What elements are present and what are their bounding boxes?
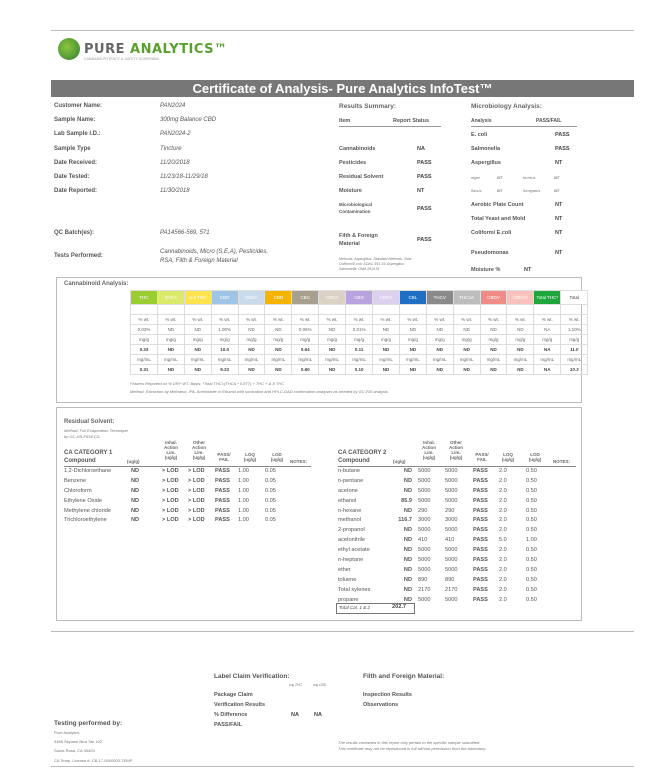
- bottom-rule: [51, 766, 634, 767]
- cat2-lod: 0.50 0.50 0.50 0.50 0.50 0.50 0.50 1.00 0.50 0.50 0.50 0.50 0.50 0.50: [526, 468, 537, 603]
- col-8thc: Δ-8 THC: [184, 291, 211, 305]
- col-thca: THCA: [157, 291, 184, 305]
- lab-name: Pure Analytics: [54, 730, 80, 735]
- col-cbda: CBDA: [238, 291, 265, 305]
- footer-rule: [51, 631, 634, 632]
- lab-address-1: 3468 Skylane Blvd Ste 102: [54, 739, 103, 744]
- disclaimer-2: This certificate may not be reproduced in full without permission from the laboratory.: [338, 746, 487, 751]
- col-total: Total: [561, 291, 588, 305]
- logo: [58, 38, 228, 60]
- col-cbd: CBD: [211, 291, 238, 305]
- sample-type-value: Tincture: [160, 146, 182, 152]
- cannabinoid-pct-row: 0.03% ND ND 1.00% ND ND 0.06% ND 0.01% ND ND ND ND ND ND NA 1.10%: [131, 325, 588, 335]
- package-claim-label: Package Claim: [214, 692, 253, 698]
- col-cbca: CBCA: [319, 291, 346, 305]
- total-cat-value: 202.7: [392, 604, 406, 610]
- micro-passfail-header: PASS/FAIL: [536, 118, 562, 124]
- solvent-method-2: by GC-HS-FID/ECD.: [64, 434, 101, 439]
- result-filth: Filth & Foreign: [339, 233, 378, 239]
- col-cbn: CBN: [265, 291, 292, 305]
- micro-terreus-nt: NT: [554, 175, 560, 180]
- cat2-names: n-butane n-pentane acetone ethanol n-hexane methanol 2-propanol acetonitrile ethyl acetate n-heptane ether toluene Total xylenes propane: [338, 468, 371, 603]
- top-rule: [51, 30, 634, 31]
- micro-salmonella-status: PASS: [555, 146, 570, 152]
- residual-solvent-heading: Residual Solvent:: [64, 419, 115, 425]
- microbiology-heading: Microbiology Analysis:: [471, 103, 542, 110]
- micro-coliform-status: NT: [555, 230, 563, 236]
- cannabinoid-header-row: [131, 291, 588, 305]
- leaf-icon: [58, 38, 80, 60]
- cat1-lod: 0.05 0.05 0.05 0.05 0.05 0.05: [265, 468, 276, 524]
- label-claim-mg-cbd: mg CBD: [313, 683, 327, 687]
- tests-performed-line2: RSA, Filth & Foreign Material: [160, 258, 238, 264]
- micro-fumigatus-nt: NT: [554, 188, 560, 193]
- date-received-value: 11/20/2018: [160, 160, 190, 166]
- date-tested-value: 11/23/18-11/29/18: [160, 174, 208, 180]
- micro-aspergillus-status: NT: [555, 160, 563, 166]
- result-moisture: Moisture: [339, 188, 362, 194]
- results-item-header: Item: [339, 118, 351, 124]
- sample-name-value: 300mg Balance CBD: [160, 117, 217, 123]
- micro-niger-nt: NT: [497, 175, 503, 180]
- cat2-title: CA CATEGORY 2: [338, 450, 387, 456]
- date-reported-label: Date Reported:: [54, 188, 98, 194]
- micro-ecoli: E. coli: [471, 132, 488, 138]
- micro-salmonella: Salmonella: [471, 146, 501, 152]
- col-thc: THC: [131, 291, 158, 305]
- cat1-names: 1,2-Dichloroethane Benzene Chloroform Ethylene Oxide Methylene chloride Trichloroethylene: [64, 468, 112, 524]
- logo-name: PURE: [84, 41, 131, 57]
- result-residual-solvent-status: PASS: [417, 174, 432, 180]
- date-reported-value: 11/30/2018: [160, 188, 190, 194]
- tests-performed-line1: Cannabinoids, Micro (S,E,A), Pesticides,: [160, 249, 269, 255]
- cannabinoid-heading: Cannabinoid Analysis:: [64, 281, 129, 287]
- disclaimer-1: The results contained in this report only pertain to the specific sample submitted.: [338, 740, 481, 745]
- qc-batch-label: QC Batch(es):: [54, 230, 95, 236]
- cat2-ug-header: (ug/g): [393, 459, 406, 464]
- inspection-results-label: Inspection Results: [363, 692, 412, 698]
- moisture-value: NT: [524, 267, 532, 273]
- testing-performed-heading: Testing performed by:: [54, 720, 123, 727]
- lab-address-2: Santa Rosa, CA 95403: [54, 748, 95, 753]
- cat2-other: 5000 5000 5000 5000 290 3000 5000 410 5000 5000 5000 890 2170 5000: [445, 468, 458, 603]
- col-cbdva: CBDVA: [507, 291, 534, 305]
- cat2-lod-header: LOD (ug/g): [528, 452, 542, 462]
- micro-flavus: flavus: [471, 188, 482, 193]
- logo-name-accent: ANALYTICS™: [130, 41, 228, 57]
- customer-name-label: Customer Name:: [54, 103, 103, 109]
- cat1-passfail-header: PASS/ FAIL: [217, 452, 231, 462]
- micro-ecoli-status: PASS: [555, 132, 570, 138]
- results-header-rule: [339, 126, 441, 127]
- label-claim-heading: Label Claim Verification:: [214, 673, 290, 680]
- cat1-other: > LOD > LOD > LOD > LOD > LOD > LOD: [188, 468, 205, 524]
- cat2-inhal: 5000 5000 5000 5000 290 3000 5000 410 5000 5000 5000 890 2170 5000: [418, 468, 431, 603]
- micro-coliform: Coliform/ E.coli: [471, 230, 512, 236]
- cat1-notes-header: NOTES:: [290, 459, 308, 464]
- micro-pseudomonas: Pseudomonas: [471, 250, 509, 256]
- cat2-notes-header: NOTES:: [553, 459, 571, 464]
- qc-batch-value: PA14566-569, 571: [160, 230, 210, 236]
- page-title: Certificate of Analysis- Pure Analytics InfoTest™: [51, 80, 634, 97]
- result-microbiological-2: Contamination: [339, 209, 371, 214]
- cat1-results: ND ND ND ND ND ND: [131, 468, 140, 524]
- micro-yeast-mold-status: NT: [555, 216, 563, 222]
- cat2-results: ND ND ND 85.9 ND 116.7 ND ND ND ND ND ND ND ND: [398, 468, 412, 603]
- results-methods-2: Coliform/E.coli: AOAC 991.14; Aspergillus: [339, 262, 404, 266]
- micro-pseudomonas-status: NT: [555, 250, 563, 256]
- cannabinoid-unit-row-1: % wt. % wt. % wt. % wt. % wt. % wt. % wt. % wt. % wt. % wt. % wt. % wt. % wt. % wt. % wt. % wt. % wt.: [131, 315, 588, 325]
- micro-flavus-nt: NT: [497, 188, 503, 193]
- cat2-inhal-header: Inhal. Action Lim. (ug/g): [422, 440, 436, 460]
- logo-tagline: CANNABIS POTENCY & SAFETY SCREENING: [84, 57, 160, 61]
- micro-aerobic-status: NT: [555, 202, 563, 208]
- results-methods-1: Methods: Aspergillus, Standard Methods; Total: [339, 257, 412, 261]
- col-cbga: CBGA: [373, 291, 400, 305]
- cat2-other-header: Other Action Lim. (ug/g): [449, 440, 463, 460]
- col-cbl: CBL: [399, 291, 426, 305]
- micro-header-rule: [471, 126, 577, 127]
- results-methods-3: Salmonella: OMA 2014.01: [339, 267, 380, 271]
- micro-analysis-header: Analysis: [471, 118, 492, 124]
- cat1-other-header: Other Action Lim. (ug/g): [192, 440, 206, 460]
- result-microbiological-status: PASS: [417, 206, 432, 212]
- sample-type-label: Sample Type: [54, 146, 91, 152]
- result-residual-solvent: Residual Solvent: [339, 174, 384, 180]
- col-cbdv: CBDV: [480, 291, 507, 305]
- col-cbg: CBG: [346, 291, 373, 305]
- col-thcva: THCVA: [453, 291, 480, 305]
- moisture-label: Moisture %: [471, 267, 501, 273]
- cat1-passfail: PASS PASS PASS PASS PASS PASS: [215, 468, 230, 524]
- cat1-loq: 1.00 1.00 1.00 1.00 1.00 1.00: [238, 468, 249, 524]
- cat1-compound-header: Compound: [64, 458, 96, 464]
- cannabinoid-footnote-1: Flowers Reported on % DRY WT. Basis; *Total THC=(THCA * 0.877) + THC + Δ-8 THC: [130, 381, 285, 386]
- col-total-thc: Total THC*: [534, 291, 561, 305]
- cat2-loq: 2.0 2.0 2.0 2.0 2.0 2.0 2.0 5.0 2.0 2.0 2.0 2.0 2.0 2.0: [499, 468, 507, 603]
- cannabinoid-footnote-2: Method: Extraction by Methanol, IPA, Acetonitrile or Ethanol with sonication and HPLC-DAD confirmation analyses as needed by GC-FID analysis: [130, 389, 388, 394]
- cat2-compound-header: Compound: [338, 458, 370, 464]
- results-summary-heading: Results Summary:: [339, 103, 397, 110]
- sample-name-label: Sample Name:: [54, 117, 96, 123]
- date-tested-label: Date Tested:: [54, 174, 90, 180]
- cat2-loq-header: LOQ (ug/g): [501, 452, 515, 462]
- micro-yeast-mold: Total Yeast and Mold: [471, 216, 526, 222]
- cat2-passfail-header: PASS/ FAIL: [475, 452, 489, 462]
- result-filth-status: PASS: [417, 237, 432, 243]
- cannabinoid-unit-row-4: 0.31 ND ND 9.33 ND ND 0.60 ND 0.10 ND ND ND ND ND ND NA 10.3: [131, 365, 588, 375]
- micro-niger: niger: [471, 175, 480, 180]
- filth-heading: Filth and Foreign Material:: [363, 673, 445, 680]
- result-pesticides: Pesticides: [339, 160, 367, 166]
- cat1-ug-header: (ug/g): [127, 459, 140, 464]
- micro-aerobic: Aerobic Plate Count: [471, 202, 524, 208]
- cannabinoid-spacer-row: [131, 305, 588, 315]
- cat1-inhal-header: Inhal. Action Lim. (ug/g): [164, 440, 178, 460]
- micro-aspergillus: Aspergillus: [471, 160, 501, 166]
- result-cannabinoids: Cannabinoids: [339, 146, 376, 152]
- result-pesticides-status: PASS: [417, 160, 432, 166]
- pct-difference-thc: NA: [291, 712, 299, 718]
- cannabinoid-unit-row-3: mg/mL mg/mL mg/mL mg/mL mg/mL mg/mL mg/mL mg/mL mg/mL mg/mL mg/mL mg/mL mg/mL mg/mL mg/mL mg/mL mg/mL: [131, 355, 588, 365]
- cannabinoid-unit-row-2: mg/g mg/g mg/g mg/g mg/g mg/g mg/g mg/g mg/g mg/g mg/g mg/g mg/g mg/g mg/g mg/g mg/g: [131, 335, 588, 345]
- cat1-lod-header: LOD (ug/g): [270, 452, 284, 462]
- cat1-loq-header: LOQ (ug/g): [243, 452, 257, 462]
- result-cannabinoids-status: NA: [417, 146, 425, 152]
- observations-label: Observations: [363, 702, 399, 708]
- cat2-passfail: PASS PASS PASS PASS PASS PASS PASS PASS PASS PASS PASS PASS PASS PASS: [473, 468, 488, 603]
- pct-difference-cbd: NA: [314, 712, 322, 718]
- result-microbiological: Microbiological: [339, 202, 373, 207]
- lab-id-label: Lab Sample I.D.:: [54, 131, 101, 137]
- pct-difference-label: % Difference: [214, 712, 248, 718]
- result-filth-2: Material: [339, 241, 360, 247]
- verification-results-label: Verification Results: [214, 702, 266, 708]
- cat1-inhal: > LOD > LOD > LOD > LOD > LOD > LOD: [162, 468, 179, 524]
- cannabinoid-mgml-row: 0.33 ND ND 10.0 ND ND 0.64 ND 0.11 ND ND ND ND ND ND NA 11.0: [131, 345, 588, 355]
- label-claim-mg-thc: mg THC: [289, 683, 303, 687]
- col-cbc: CBC: [292, 291, 319, 305]
- micro-fumigatus: fumigatus: [523, 188, 541, 193]
- result-moisture-status: NT: [417, 188, 425, 194]
- label-passfail: PASS/FAIL: [214, 722, 243, 728]
- cannabinoid-table: [130, 290, 588, 375]
- col-thcv: THCV: [426, 291, 453, 305]
- micro-terreus: terreus: [523, 175, 536, 180]
- lab-id-value: PAN2024-2: [160, 131, 191, 137]
- results-status-header: Report Status: [393, 118, 430, 124]
- customer-name-value: PAN2024: [160, 103, 186, 109]
- cat1-title: CA CATEGORY 1: [64, 450, 113, 456]
- date-received-label: Date Received:: [54, 160, 98, 166]
- solvent-method-1: Method: Full Evaporation Technique: [64, 428, 128, 433]
- tests-performed-label: Tests Performed:: [54, 253, 103, 259]
- lab-license: CA Temp. License #: CB-17-0000003-TEMP: [54, 758, 133, 763]
- total-cat-label: Total Cat. 1 & 2: [339, 605, 370, 610]
